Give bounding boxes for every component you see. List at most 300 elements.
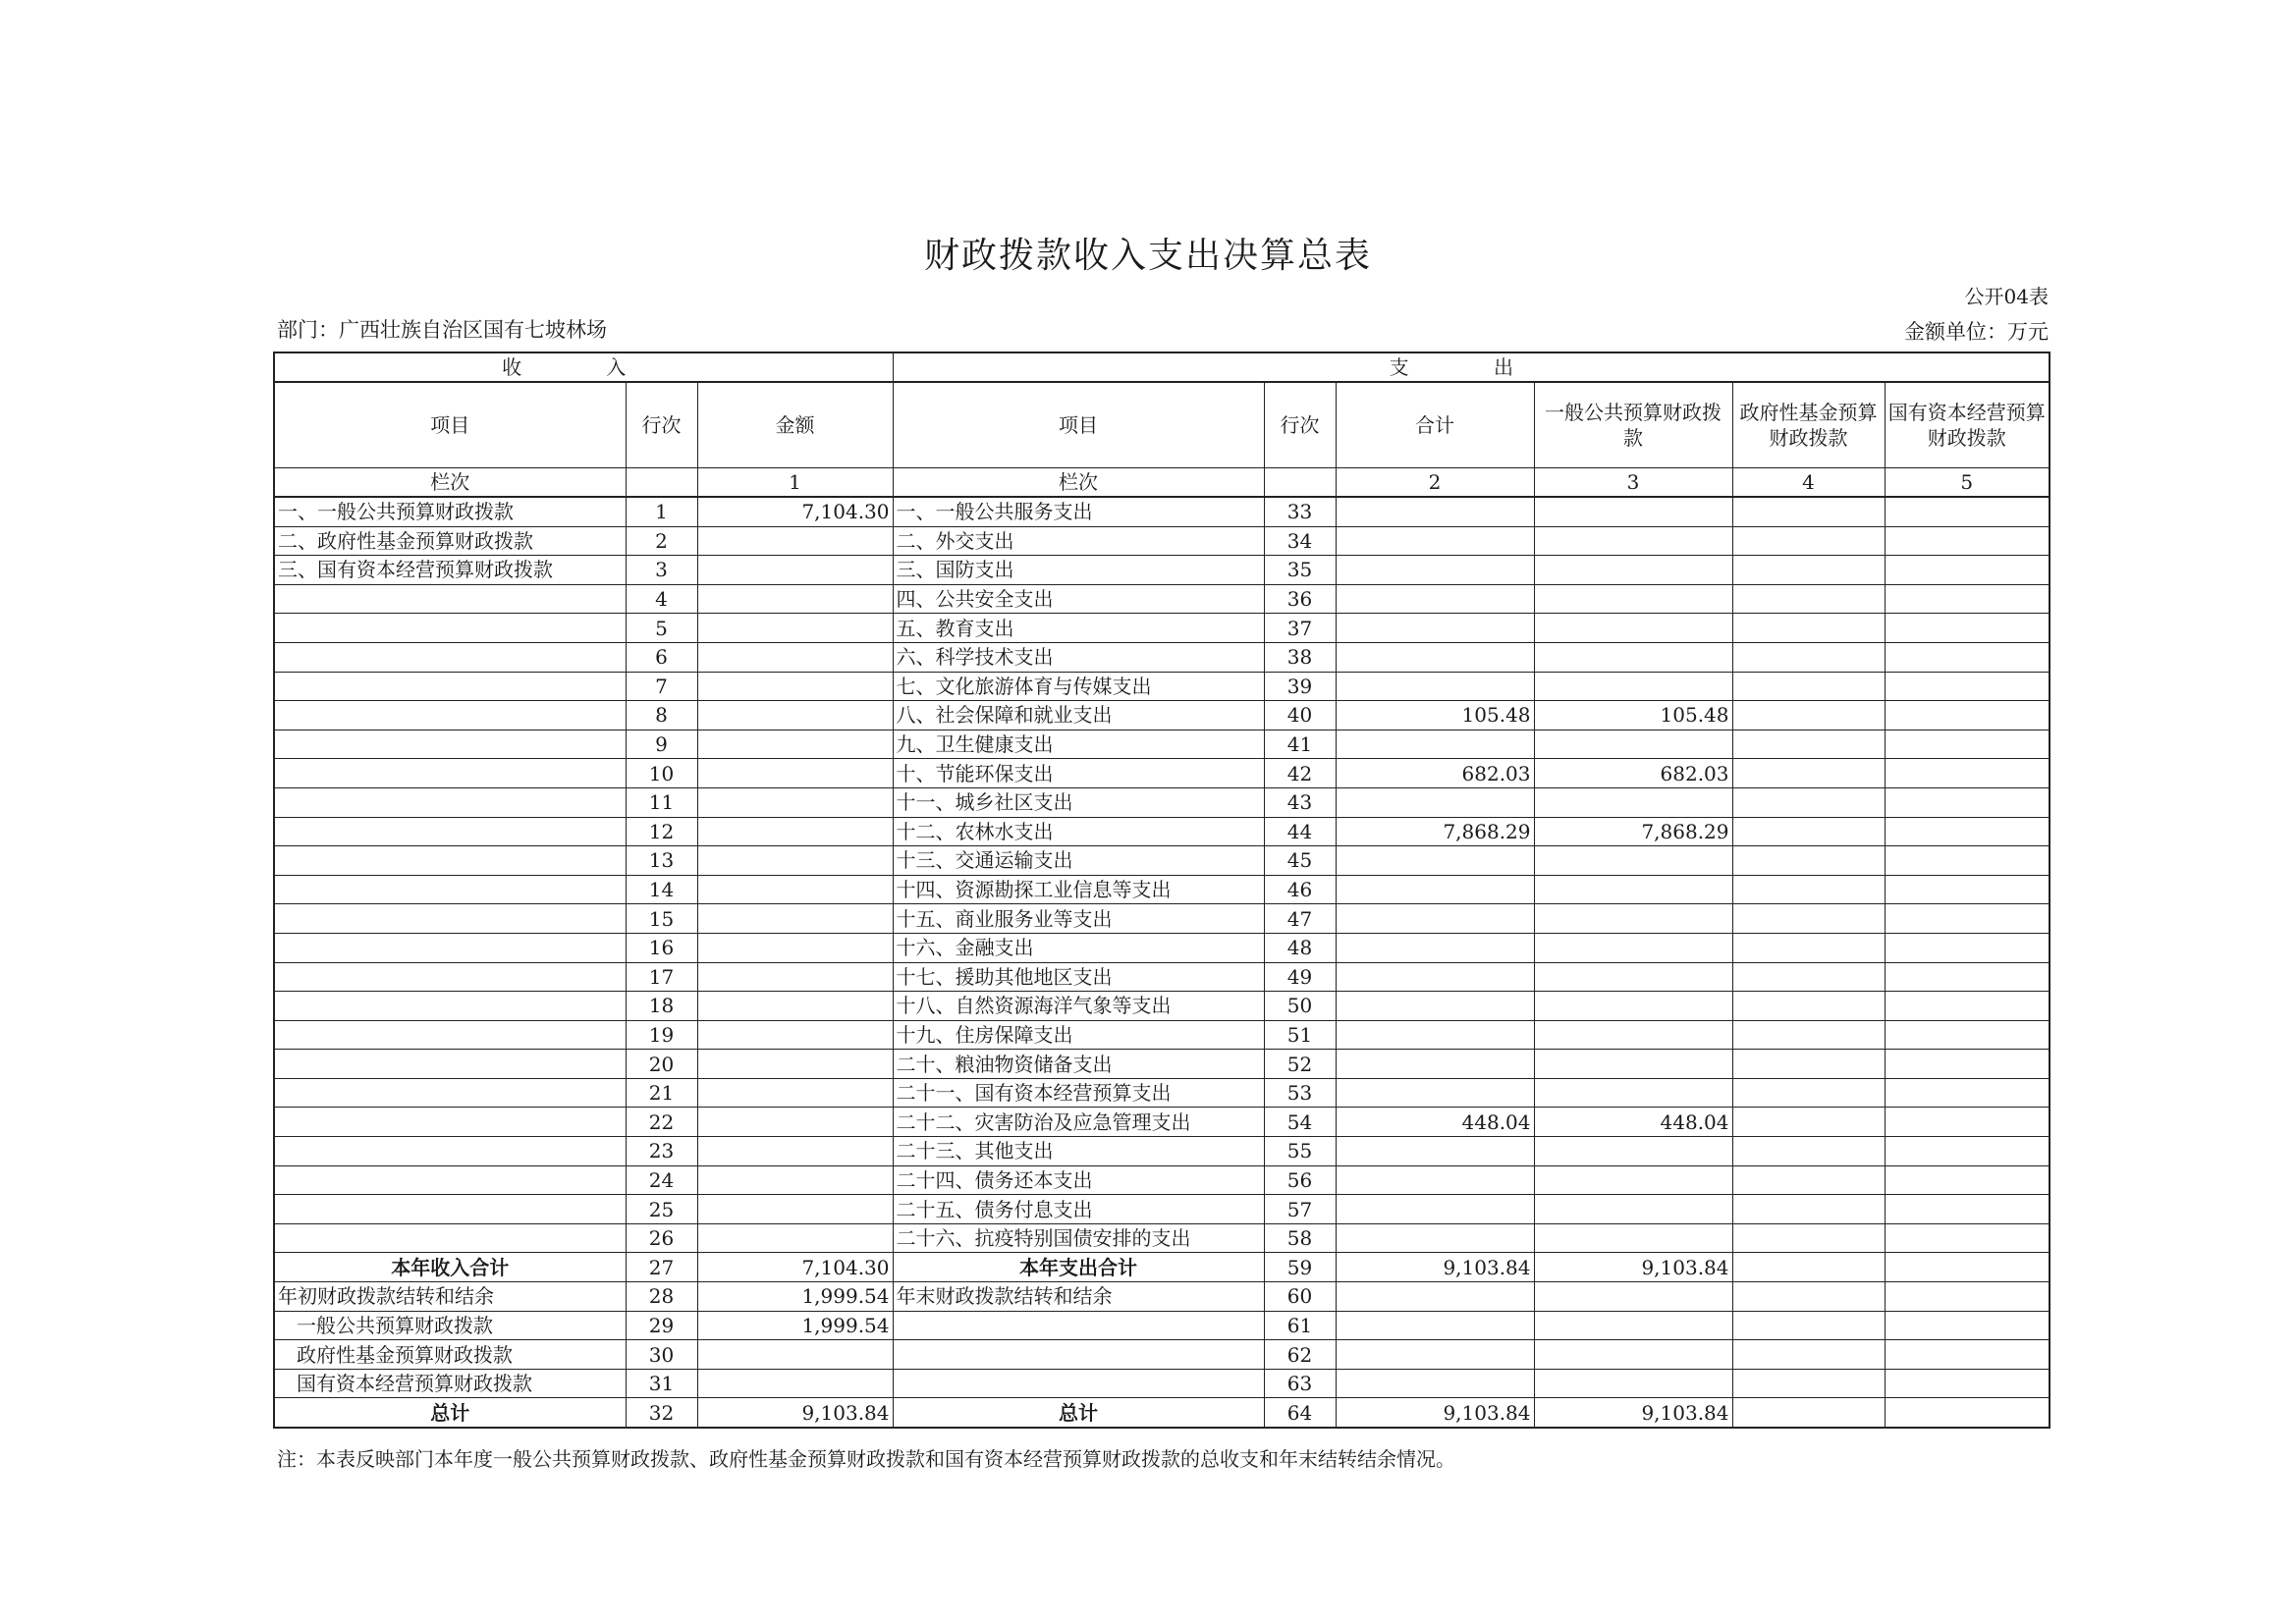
income-amount-cell [697, 1020, 893, 1050]
expense-item-cell: 十六、金融支出 [893, 933, 1264, 962]
general-budget-cell [1534, 846, 1732, 876]
table-row [274, 962, 2050, 992]
income-item-cell: 政府性基金预算财政拨款 [274, 1340, 626, 1370]
table-row [274, 584, 2050, 614]
expense-total-cell [1336, 1311, 1534, 1340]
income-item-cell [274, 817, 626, 846]
income-row-no-cell: 24 [626, 1165, 697, 1195]
income-item-cell: 三、国有资本经营预算财政拨款 [274, 556, 626, 585]
expense-row-no-cell: 64 [1264, 1398, 1336, 1428]
gov-fund-cell [1732, 526, 1885, 556]
table-row [274, 497, 2050, 526]
expense-item-cell: 十八、自然资源海洋气象等支出 [893, 992, 1264, 1021]
state-capital-cell [1885, 1137, 2050, 1166]
expense-row-no-cell: 56 [1264, 1165, 1336, 1195]
income-item-cell [274, 904, 626, 934]
gov-fund-cell [1732, 904, 1885, 934]
general-budget-cell [1534, 1369, 1732, 1398]
expense-total-cell [1336, 933, 1534, 962]
gov-fund-cell [1732, 875, 1885, 904]
expense-row-no-cell: 51 [1264, 1020, 1336, 1050]
income-item-cell: 二、政府性基金预算财政拨款 [274, 526, 626, 556]
income-amount-cell [697, 584, 893, 614]
expense-total-cell: 9,103.84 [1336, 1398, 1534, 1428]
gov-fund-cell [1732, 497, 1885, 526]
gov-fund-cell [1732, 1253, 1885, 1282]
income-row-no-cell: 30 [626, 1340, 697, 1370]
gov-fund-cell [1732, 1195, 1885, 1224]
gov-fund-cell [1732, 730, 1885, 759]
expense-total-cell [1336, 904, 1534, 934]
gov-fund-cell [1732, 642, 1885, 672]
gov-fund-cell [1732, 701, 1885, 730]
income-item-cell [274, 992, 626, 1021]
income-item-cell: 一、一般公共预算财政拨款 [274, 497, 626, 526]
expense-total-cell [1336, 846, 1534, 876]
col-number-label-income: 栏次 [274, 468, 626, 498]
table-row [274, 787, 2050, 817]
general-budget-cell: 448.04 [1534, 1108, 1732, 1137]
income-item-cell: 本年收入合计 [274, 1253, 626, 1282]
state-capital-cell [1885, 584, 2050, 614]
income-amount-cell: 1,999.54 [697, 1282, 893, 1312]
general-budget-cell [1534, 875, 1732, 904]
expense-total-cell [1336, 642, 1534, 672]
table-row [274, 642, 2050, 672]
expense-total-cell [1336, 962, 1534, 992]
expense-item-cell [893, 1369, 1264, 1398]
income-row-no-cell: 22 [626, 1108, 697, 1137]
income-amount-cell [697, 1165, 893, 1195]
state-capital-cell [1885, 1369, 2050, 1398]
income-row-no-cell: 28 [626, 1282, 697, 1312]
general-budget-cell [1534, 672, 1732, 701]
state-capital-cell [1885, 1340, 2050, 1370]
expense-total-cell [1336, 1165, 1534, 1195]
state-capital-cell [1885, 933, 2050, 962]
table-row [274, 1253, 2050, 1282]
income-item-cell [274, 1050, 626, 1079]
income-row-no-cell: 16 [626, 933, 697, 962]
gov-fund-cell [1732, 1340, 1885, 1370]
expense-row-no-cell: 49 [1264, 962, 1336, 992]
general-budget-cell [1534, 1137, 1732, 1166]
expense-item-cell: 十四、资源勘探工业信息等支出 [893, 875, 1264, 904]
expense-item-cell: 十九、住房保障支出 [893, 1020, 1264, 1050]
expense-item-cell: 年末财政拨款结转和结余 [893, 1282, 1264, 1312]
state-capital-cell [1885, 846, 2050, 876]
general-budget-cell [1534, 787, 1732, 817]
income-amount-cell [697, 875, 893, 904]
income-row-no-cell: 23 [626, 1137, 697, 1166]
expense-total-cell [1336, 730, 1534, 759]
state-capital-cell [1885, 759, 2050, 788]
income-item-cell [274, 933, 626, 962]
gov-fund-cell [1732, 1137, 1885, 1166]
income-amount-cell [697, 526, 893, 556]
col-header-income-item: 项目 [274, 382, 626, 468]
expense-row-no-cell: 63 [1264, 1369, 1336, 1398]
state-capital-cell [1885, 992, 2050, 1021]
income-amount-cell: 1,999.54 [697, 1311, 893, 1340]
income-row-no-cell: 10 [626, 759, 697, 788]
expense-row-no-cell: 54 [1264, 1108, 1336, 1137]
col-number-4: 4 [1732, 468, 1885, 498]
income-row-no-cell: 6 [626, 642, 697, 672]
table-row [274, 1020, 2050, 1050]
col-number-1: 1 [697, 468, 893, 498]
table-row [274, 817, 2050, 846]
expense-total-cell: 7,868.29 [1336, 817, 1534, 846]
gov-fund-cell [1732, 787, 1885, 817]
expense-row-no-cell: 47 [1264, 904, 1336, 934]
income-amount-cell [697, 1340, 893, 1370]
expense-row-no-cell: 40 [1264, 701, 1336, 730]
general-budget-cell [1534, 904, 1732, 934]
expense-item-cell: 二十三、其他支出 [893, 1137, 1264, 1166]
expense-row-no-cell: 55 [1264, 1137, 1336, 1166]
table-row [274, 1340, 2050, 1370]
table-row [274, 1398, 2050, 1428]
income-amount-cell [697, 787, 893, 817]
col-number-empty [626, 468, 697, 498]
state-capital-cell [1885, 904, 2050, 934]
general-budget-cell [1534, 992, 1732, 1021]
gov-fund-cell [1732, 992, 1885, 1021]
state-capital-cell [1885, 614, 2050, 643]
gov-fund-cell [1732, 1398, 1885, 1428]
state-capital-cell [1885, 1223, 2050, 1253]
col-header-income-row-no: 行次 [626, 382, 697, 468]
income-row-no-cell: 11 [626, 787, 697, 817]
income-amount-cell [697, 992, 893, 1021]
table-row [274, 526, 2050, 556]
footnote: 注：本表反映部门本年度一般公共预算财政拨款、政府性基金预算财政拨款和国有资本经营预算财政拨款的总收支和年末结转结余情况。 [277, 1447, 1455, 1471]
state-capital-cell [1885, 672, 2050, 701]
state-capital-cell [1885, 787, 2050, 817]
gov-fund-cell [1732, 846, 1885, 876]
state-capital-cell [1885, 497, 2050, 526]
income-row-no-cell: 29 [626, 1311, 697, 1340]
expense-total-cell [1336, 556, 1534, 585]
table-row [274, 730, 2050, 759]
income-row-no-cell: 9 [626, 730, 697, 759]
expense-item-cell [893, 1311, 1264, 1340]
table-row [274, 701, 2050, 730]
income-item-cell [274, 1137, 626, 1166]
col-number-2: 2 [1336, 468, 1534, 498]
income-row-no-cell: 3 [626, 556, 697, 585]
expense-item-cell: 五、教育支出 [893, 614, 1264, 643]
general-budget-cell [1534, 962, 1732, 992]
expense-row-no-cell: 42 [1264, 759, 1336, 788]
gov-fund-cell [1732, 759, 1885, 788]
income-item-cell [274, 1020, 626, 1050]
expense-item-cell: 六、科学技术支出 [893, 642, 1264, 672]
expense-row-no-cell: 36 [1264, 584, 1336, 614]
income-item-cell [274, 672, 626, 701]
state-capital-cell [1885, 526, 2050, 556]
col-number-3: 3 [1534, 468, 1732, 498]
income-amount-cell [697, 1195, 893, 1224]
income-row-no-cell: 7 [626, 672, 697, 701]
expense-row-no-cell: 41 [1264, 730, 1336, 759]
state-capital-cell [1885, 1078, 2050, 1108]
income-amount-cell [697, 933, 893, 962]
general-budget-cell [1534, 1311, 1732, 1340]
expense-item-cell: 十三、交通运输支出 [893, 846, 1264, 876]
expense-item-cell: 二十五、债务付息支出 [893, 1195, 1264, 1224]
expense-row-no-cell: 48 [1264, 933, 1336, 962]
income-item-cell [274, 701, 626, 730]
income-item-cell [274, 1195, 626, 1224]
table-row [274, 1078, 2050, 1108]
expense-row-no-cell: 38 [1264, 642, 1336, 672]
income-row-no-cell: 21 [626, 1078, 697, 1108]
income-amount-cell [697, 556, 893, 585]
income-row-no-cell: 2 [626, 526, 697, 556]
gov-fund-cell [1732, 1282, 1885, 1312]
table-row [274, 875, 2050, 904]
table-row [274, 992, 2050, 1021]
income-row-no-cell: 32 [626, 1398, 697, 1428]
income-amount-cell [697, 1050, 893, 1079]
income-amount-cell: 7,104.30 [697, 1253, 893, 1282]
expense-total-cell: 105.48 [1336, 701, 1534, 730]
state-capital-cell [1885, 1165, 2050, 1195]
expense-row-no-cell: 52 [1264, 1050, 1336, 1079]
income-item-cell: 国有资本经营预算财政拨款 [274, 1369, 626, 1398]
state-capital-cell [1885, 701, 2050, 730]
expense-item-cell: 二十四、债务还本支出 [893, 1165, 1264, 1195]
general-budget-cell [1534, 1020, 1732, 1050]
gov-fund-cell [1732, 1078, 1885, 1108]
gov-fund-cell [1732, 1369, 1885, 1398]
expense-item-cell: 十二、农林水支出 [893, 817, 1264, 846]
table-row [274, 672, 2050, 701]
gov-fund-cell [1732, 672, 1885, 701]
column-number-row [274, 468, 2050, 498]
income-group-label: 收 入 [502, 355, 666, 379]
gov-fund-cell [1732, 614, 1885, 643]
general-budget-cell [1534, 642, 1732, 672]
col-header-amount: 金额 [697, 382, 893, 468]
income-row-no-cell: 15 [626, 904, 697, 934]
expense-item-cell: 一、一般公共服务支出 [893, 497, 1264, 526]
income-item-cell [274, 614, 626, 643]
expense-total-cell [1336, 992, 1534, 1021]
gov-fund-cell [1732, 1020, 1885, 1050]
income-amount-cell [697, 1223, 893, 1253]
income-row-no-cell: 12 [626, 817, 697, 846]
income-row-no-cell: 14 [626, 875, 697, 904]
expense-total-cell [1336, 1369, 1534, 1398]
department-label: 部门：广西壮族自治区国有七坡林场 [277, 318, 607, 342]
expense-item-cell: 四、公共安全支出 [893, 584, 1264, 614]
expense-row-no-cell: 45 [1264, 846, 1336, 876]
col-header-expense-row-no: 行次 [1264, 382, 1336, 468]
income-row-no-cell: 4 [626, 584, 697, 614]
general-budget-cell [1534, 584, 1732, 614]
general-budget-cell [1534, 497, 1732, 526]
expense-total-cell [1336, 875, 1534, 904]
gov-fund-cell [1732, 1223, 1885, 1253]
income-row-no-cell: 25 [626, 1195, 697, 1224]
general-budget-cell [1534, 1195, 1732, 1224]
expense-group-header [893, 352, 2050, 382]
form-code: 公开04表 [1964, 285, 2049, 308]
expense-row-no-cell: 33 [1264, 497, 1336, 526]
expense-item-cell: 十、节能环保支出 [893, 759, 1264, 788]
expense-item-cell: 十一、城乡社区支出 [893, 787, 1264, 817]
table-row [274, 1108, 2050, 1137]
general-budget-cell [1534, 526, 1732, 556]
expense-row-no-cell: 43 [1264, 787, 1336, 817]
col-header-general-budget: 一般公共预算财政拨款 [1534, 382, 1732, 468]
expense-item-cell: 二十二、灾害防治及应急管理支出 [893, 1108, 1264, 1137]
expense-total-cell [1336, 584, 1534, 614]
state-capital-cell [1885, 1398, 2050, 1428]
expense-total-cell [1336, 1137, 1534, 1166]
expense-item-cell: 二十六、抗疫特别国债安排的支出 [893, 1223, 1264, 1253]
general-budget-cell [1534, 556, 1732, 585]
general-budget-cell [1534, 1223, 1732, 1253]
table-row [274, 1223, 2050, 1253]
income-item-cell: 一般公共预算财政拨款 [274, 1311, 626, 1340]
expense-row-no-cell: 50 [1264, 992, 1336, 1021]
expense-row-no-cell: 44 [1264, 817, 1336, 846]
income-item-cell [274, 730, 626, 759]
gov-fund-cell [1732, 1108, 1885, 1137]
expense-item-cell: 本年支出合计 [893, 1253, 1264, 1282]
col-header-gov-fund: 政府性基金预算财政拨款 [1732, 382, 1885, 468]
income-item-cell [274, 787, 626, 817]
expense-total-cell [1336, 1020, 1534, 1050]
expense-total-cell [1336, 497, 1534, 526]
table-row [274, 1311, 2050, 1340]
general-budget-cell [1534, 614, 1732, 643]
general-budget-cell [1534, 1165, 1732, 1195]
expense-item-cell: 二十、粮油物资储备支出 [893, 1050, 1264, 1079]
col-header-total: 合计 [1336, 382, 1534, 468]
table-row [274, 614, 2050, 643]
table-row [274, 904, 2050, 934]
table-row [274, 1050, 2050, 1079]
income-row-no-cell: 19 [626, 1020, 697, 1050]
general-budget-cell [1534, 1050, 1732, 1079]
expense-item-cell: 十七、援助其他地区支出 [893, 962, 1264, 992]
expense-item-cell [893, 1340, 1264, 1370]
expense-total-cell [1336, 526, 1534, 556]
state-capital-cell [1885, 875, 2050, 904]
gov-fund-cell [1732, 933, 1885, 962]
expense-row-no-cell: 37 [1264, 614, 1336, 643]
income-amount-cell: 9,103.84 [697, 1398, 893, 1428]
expense-total-cell [1336, 1282, 1534, 1312]
gov-fund-cell [1732, 1311, 1885, 1340]
table-row [274, 1282, 2050, 1312]
expense-row-no-cell: 61 [1264, 1311, 1336, 1340]
table-row [274, 759, 2050, 788]
table-row [274, 933, 2050, 962]
expense-total-cell [1336, 1195, 1534, 1224]
income-row-no-cell: 20 [626, 1050, 697, 1079]
income-amount-cell: 7,104.30 [697, 497, 893, 526]
expense-item-cell: 二、外交支出 [893, 526, 1264, 556]
expense-total-cell: 448.04 [1336, 1108, 1534, 1137]
expense-row-no-cell: 46 [1264, 875, 1336, 904]
income-amount-cell [697, 642, 893, 672]
col-header-expense-item: 项目 [893, 382, 1264, 468]
income-row-no-cell: 13 [626, 846, 697, 876]
income-item-cell [274, 1108, 626, 1137]
income-amount-cell [697, 1078, 893, 1108]
income-amount-cell [697, 962, 893, 992]
group-header-row [274, 352, 2050, 382]
income-amount-cell [697, 1369, 893, 1398]
page-title: 财政拨款收入支出决算总表 [923, 236, 1372, 276]
unit-label: 金额单位：万元 [1904, 320, 2049, 344]
table-row [274, 1165, 2050, 1195]
income-item-cell [274, 584, 626, 614]
expense-item-cell: 三、国防支出 [893, 556, 1264, 585]
gov-fund-cell [1732, 1050, 1885, 1079]
col-number-empty [1264, 468, 1336, 498]
state-capital-cell [1885, 962, 2050, 992]
state-capital-cell [1885, 1311, 2050, 1340]
income-amount-cell [697, 759, 893, 788]
income-item-cell: 总计 [274, 1398, 626, 1428]
col-header-state-capital: 国有资本经营预算财政拨款 [1885, 382, 2050, 468]
income-item-cell [274, 875, 626, 904]
income-amount-cell [697, 1108, 893, 1137]
state-capital-cell [1885, 1050, 2050, 1079]
col-number-label-expense: 栏次 [893, 468, 1264, 498]
table-row [274, 846, 2050, 876]
income-item-cell [274, 1223, 626, 1253]
expense-item-cell: 十五、商业服务业等支出 [893, 904, 1264, 934]
general-budget-cell: 9,103.84 [1534, 1398, 1732, 1428]
general-budget-cell [1534, 933, 1732, 962]
state-capital-cell [1885, 1282, 2050, 1312]
expense-total-cell [1336, 1050, 1534, 1079]
table-row [274, 1137, 2050, 1166]
income-row-no-cell: 17 [626, 962, 697, 992]
general-budget-cell: 7,868.29 [1534, 817, 1732, 846]
state-capital-cell [1885, 642, 2050, 672]
expense-total-cell [1336, 1078, 1534, 1108]
expense-total-cell: 9,103.84 [1336, 1253, 1534, 1282]
expense-item-cell: 二十一、国有资本经营预算支出 [893, 1078, 1264, 1108]
income-row-no-cell: 1 [626, 497, 697, 526]
general-budget-cell: 682.03 [1534, 759, 1732, 788]
expense-row-no-cell: 53 [1264, 1078, 1336, 1108]
expense-total-cell: 682.03 [1336, 759, 1534, 788]
column-header-row [274, 382, 2050, 468]
state-capital-cell [1885, 1108, 2050, 1137]
expense-row-no-cell: 39 [1264, 672, 1336, 701]
expense-row-no-cell: 34 [1264, 526, 1336, 556]
income-row-no-cell: 5 [626, 614, 697, 643]
income-item-cell [274, 642, 626, 672]
expense-row-no-cell: 62 [1264, 1340, 1336, 1370]
gov-fund-cell [1732, 1165, 1885, 1195]
state-capital-cell [1885, 1195, 2050, 1224]
expense-total-cell [1336, 1223, 1534, 1253]
general-budget-cell [1534, 1282, 1732, 1312]
income-item-cell [274, 846, 626, 876]
general-budget-cell [1534, 1340, 1732, 1370]
